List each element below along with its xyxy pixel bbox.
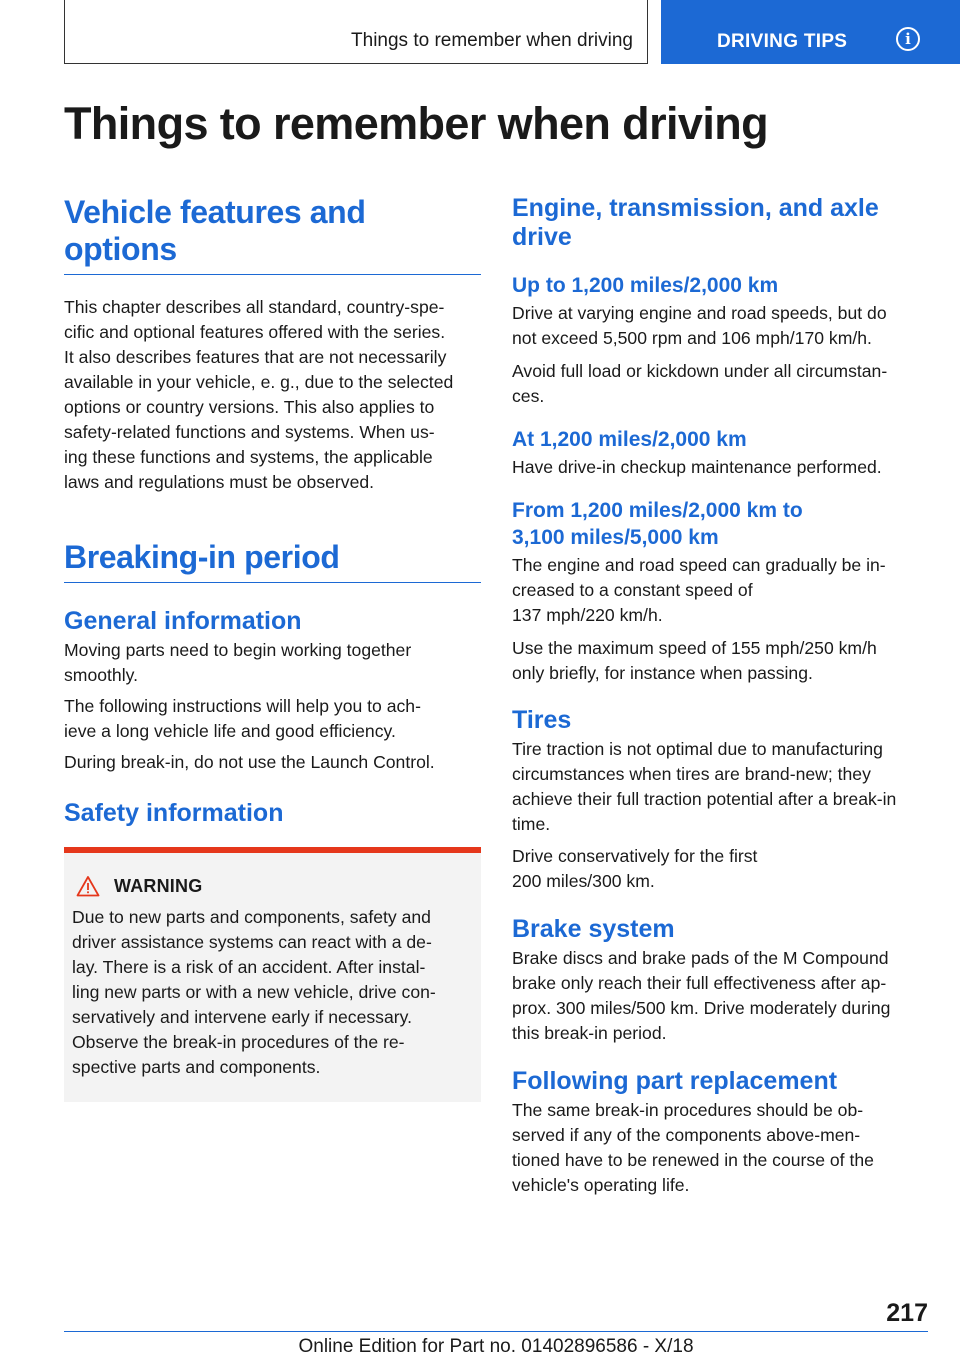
body-line: Have drive-in checkup maintenance performed. [512, 457, 882, 477]
heading-brake-system: Brake system [512, 915, 675, 943]
body-line: The engine and road speed can gradually be in- [512, 555, 886, 575]
body-line: ces. [512, 386, 545, 406]
from-para-2 [512, 636, 928, 686]
warning-line: servatively and intervene early if necessary. [72, 1007, 412, 1027]
header-section-title: Things to remember when driving [351, 30, 633, 51]
up-to-para-1 [512, 301, 928, 351]
body-line: creased to a constant speed of [512, 580, 753, 600]
general-info-para-2 [64, 694, 481, 744]
page-title: Things to remember when driving [64, 98, 768, 149]
body-line: only briefly, for instance when passing. [512, 663, 813, 683]
footer-edition: Online Edition for Part no. 01402896586 - X/18 [298, 1336, 694, 1357]
warning-line: Due to new parts and components, safety and [72, 907, 431, 927]
body-line: served if any of the components above-men- [512, 1125, 861, 1145]
warning-line: lay. There is a risk of an accident. After instal- [72, 957, 426, 977]
heading-up-to-1200: Up to 1,200 miles/2,000 km [512, 274, 779, 297]
warning-line: driver assistance systems can react with a de- [72, 932, 432, 952]
info-icon: i [896, 27, 920, 51]
vehicle-features-body [64, 295, 481, 495]
heading-line: From 1,200 miles/2,000 km to [512, 499, 803, 522]
brake-para-1 [512, 946, 928, 1046]
heading-safety-information: Safety information [64, 799, 284, 827]
body-line: achieve their full traction potential after a break-in [512, 789, 897, 809]
body-line: smoothly. [64, 665, 138, 685]
header-chapter-title: DRIVING TIPS [717, 31, 848, 52]
general-info-para-1 [64, 638, 481, 688]
body-line: not exceed 5,500 rpm and 106 mph/170 km/h. [512, 328, 872, 348]
body-line: Avoid full load or kickdown under all circumstan- [512, 361, 888, 381]
header-chapter-tab[interactable] [661, 0, 960, 64]
body-line: This chapter describes all standard, country-spe- [64, 297, 445, 317]
body-line: tioned have to be renewed in the course of the [512, 1150, 874, 1170]
body-line: The same break-in procedures should be ob- [512, 1100, 864, 1120]
body-line: Tire traction is not optimal due to manufacturing [512, 739, 883, 759]
body-line: vehicle's operating life. [512, 1175, 690, 1195]
heading-engine-transmission [512, 194, 928, 252]
warning-box [64, 847, 481, 1102]
body-line: options or country versions. This also applies to [64, 397, 435, 417]
body-line: time. [512, 814, 551, 834]
general-info-para-3 [64, 750, 481, 775]
body-line: prox. 300 miles/500 km. Drive moderately during [512, 998, 891, 1018]
warning-line: Observe the break-in procedures of the re- [72, 1032, 405, 1052]
body-line: ieve a long vehicle life and good efficiency. [64, 721, 396, 741]
heading-at-1200: At 1,200 miles/2,000 km [512, 428, 747, 451]
heading-part-replacement: Following part replacement [512, 1067, 838, 1095]
body-line: It also describes features that are not necessarily [64, 347, 447, 367]
body-line: ing these functions and systems, the applicable [64, 447, 433, 467]
heading-from-1200 [512, 497, 928, 551]
replacement-para-1 [512, 1098, 928, 1198]
warning-line: ling new parts or with a new vehicle, drive con- [72, 982, 436, 1002]
from-para-1 [512, 553, 928, 628]
up-to-para-2 [512, 359, 928, 409]
body-line: available in your vehicle, e. g., due to the selected [64, 372, 454, 392]
warning-line: spective parts and components. [72, 1057, 321, 1077]
warning-header [72, 873, 473, 899]
body-line: brake only reach their full effectiveness after ap- [512, 973, 887, 993]
tires-para-1 [512, 737, 928, 837]
body-line: this break-in period. [512, 1023, 667, 1043]
body-line: laws and regulations must be observed. [64, 472, 375, 492]
warning-triangle-icon [76, 875, 100, 897]
body-line: Use the maximum speed of 155 mph/250 km/h [512, 638, 877, 658]
header-section-tab [64, 0, 648, 64]
body-line: Moving parts need to begin working together [64, 640, 412, 660]
left-column [64, 194, 481, 1102]
right-column [512, 194, 928, 1198]
heading-vehicle-features: Vehicle features and options [64, 194, 394, 275]
body-line: During break-in, do not use the Launch Control. [64, 752, 435, 772]
heading-line: 3,100 miles/5,000 km [512, 526, 719, 549]
footer-divider [64, 1331, 928, 1332]
heading-breaking-in: Breaking-in period [64, 539, 481, 583]
body-line: Brake discs and brake pads of the M Compound [512, 948, 889, 968]
body-line: cific and optional features offered with the series. [64, 322, 446, 342]
body-line: circumstances when tires are brand-new; they [512, 764, 871, 784]
page-number: 217 [886, 1299, 928, 1327]
at-para-1 [512, 455, 928, 480]
body-line: Drive at varying engine and road speeds, but do [512, 303, 887, 323]
body-line: safety-related functions and systems. When us- [64, 422, 435, 442]
heading-line: drive [512, 223, 572, 251]
tires-para-2 [512, 844, 928, 894]
warning-label: WARNING [114, 875, 203, 896]
heading-line: Engine, transmission, and axle [512, 194, 879, 222]
heading-tires: Tires [512, 706, 572, 734]
body-line: Drive conservatively for the first [512, 846, 758, 866]
body-line: 137 mph/220 km/h. [512, 605, 663, 625]
body-line: The following instructions will help you to ach- [64, 696, 421, 716]
body-line: 200 miles/300 km. [512, 871, 655, 891]
heading-general-information: General information [64, 607, 302, 635]
